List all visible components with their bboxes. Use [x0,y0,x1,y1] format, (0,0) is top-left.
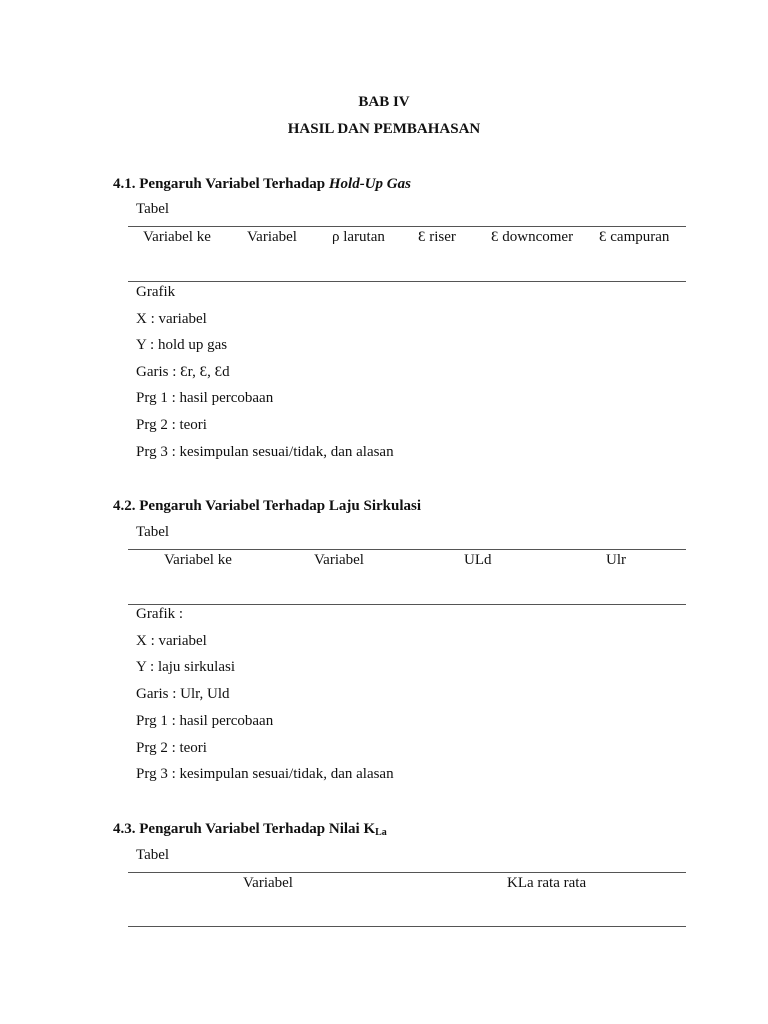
table-column-header: Ɛ riser [418,229,456,245]
table-column-header: Variabel ke [164,552,232,568]
table-rule-top [128,872,686,873]
section-heading-text: Pengaruh Variabel Terhadap [139,176,326,192]
chapter-number: BAB IV [358,94,410,110]
table-column-header: Variabel [247,229,297,245]
table-label: Tabel [136,524,170,540]
table-column-header: Ɛ downcomer [491,229,574,245]
section-heading-4-2 [113,498,421,515]
table-column-header: ρ larutan [332,229,385,245]
note-line: X : variabel [136,311,207,327]
chapter-title: HASIL DAN PEMBAHASAN [287,121,481,137]
table-column-header: Variabel ke [143,229,211,245]
table-column-header: Variabel [243,875,293,891]
table-rule-bottom [128,604,686,605]
table-rule-bottom [128,926,686,927]
section-number: 4.1. [113,176,136,192]
note-line: Grafik [136,284,176,300]
note-line: Garis : Ulr, Uld [136,686,230,702]
table-column-header: Ulr [606,552,626,568]
section-number: 4.3. [113,821,136,837]
section-heading-4-3 [113,821,387,838]
section-heading-italic: Hold-Up Gas [328,176,411,192]
note-line: Prg 3 : kesimpulan sesuai/tidak, dan alasan [136,766,394,782]
note-line: Prg 1 : hasil percobaan [136,390,274,406]
table-label: Tabel [136,847,170,863]
note-line: Y : laju sirkulasi [136,659,236,675]
table-column-header: Ɛ campuran [599,229,670,245]
note-line: Y : hold up gas [136,337,228,353]
note-line: Prg 2 : teori [136,740,207,756]
section-heading-4-1 [113,176,411,193]
table-rule-top [128,549,686,550]
note-line: Prg 3 : kesimpulan sesuai/tidak, dan alasan [136,444,394,460]
table-column-header: KLa rata rata [507,875,587,891]
section-heading-text: Pengaruh Variabel Terhadap Nilai K [139,821,376,837]
note-line: Garis : Ɛr, Ɛ, Ɛd [136,364,230,380]
section-heading-text: Pengaruh Variabel Terhadap Laju Sirkulasi [139,498,421,514]
note-line: Grafik : [136,606,184,622]
table-label: Tabel [136,201,170,217]
section-number: 4.2. [113,498,136,514]
section-heading-subscript: La [375,827,387,838]
table-rule-bottom [128,281,686,282]
table-column-header: ULd [464,552,492,568]
note-line: Prg 1 : hasil percobaan [136,713,274,729]
table-column-header: Variabel [314,552,364,568]
note-line: Prg 2 : teori [136,417,207,433]
note-line: X : variabel [136,633,207,649]
table-rule-top [128,226,686,227]
